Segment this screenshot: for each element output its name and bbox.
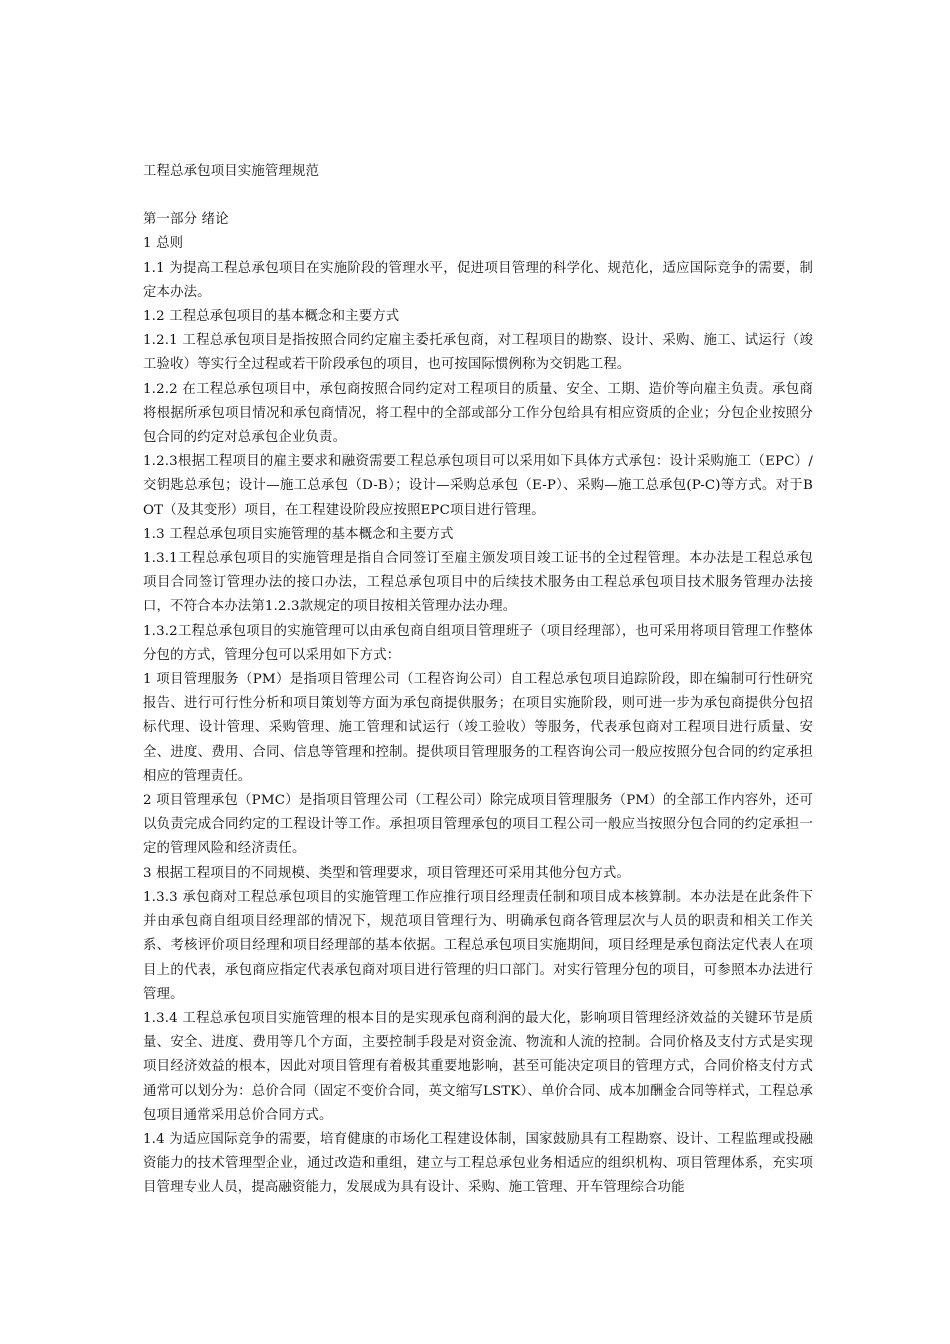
list-item-pm: 1 项目管理服务（PM）是指项目管理公司（工程咨询公司）自工程总承包项目追踪阶段，即在编制可行性研究报告、进行可行性分析和项目策划等方面为承包商提供服务；在项目实施阶段，则可进一步为承包商提供分包招标代理、设计管理、采购管理、施工管理和试运行（竣工验收）等服务，代表承包商对工程项目进行质量、安全、进度、费用、合同、信息等管理和控制。提供项目管理服务的工程咨询公司一般应按照分包合同的约定承担相应的管理责任。	[143, 672, 813, 784]
clause-1-2-2: 1.2.2 在工程总承包项目中，承包商按照合同约定对工程项目的质量、安全、工期、造价等向雇主负责。承包商将根据所承包项目情况和承包商情况，将工程中的全部或部分工作分包给具有相应资质的企业；分包企业按照分包合同的约定对总承包企业负责。	[143, 381, 813, 446]
clause-1-3-3: 1.3.3 承包商对工程总承包项目的实施管理工作应推行项目经理责任制和项目成本核算制。本办法是在此条件下并由承包商自组项目经理部的情况下，规范项目管理行为、明确承包商各管理层次与人员的职责和相关工作关系、考核评价项目经理和项目经理部的基本依据。工程总承包项目实施期间，项目经理是承包商法定代表人在项目上的代表，承包商应指定代表承包商对项目进行管理的归口部门。对实行管理分包的项目，可参照本办法进行管理。	[143, 889, 813, 1002]
clause-1-1: 1.1 为提高工程总承包项目在实施阶段的管理水平，促进项目管理的科学化、规范化，适应国际竞争的需要，制定本办法。	[143, 260, 813, 300]
clause-1-4: 1.4 为适应国际竞争的需要，培育健康的市场化工程建设体制，国家鼓励具有工程勘察、设计、工程监理或投融资能力的技术管理型企业，通过改造和重组，建立与工程总承包业务相适应的组织机构、项目管理体系，充实项目管理专业人员，提高融资能力，发展成为具有设计、采购、施工管理、开车管理综合功能	[143, 1131, 813, 1196]
clause-1-2-heading: 1.2 工程总承包项目的基本概念和主要方式	[143, 309, 400, 325]
clause-1-3-heading: 1.3 工程总承包项目实施管理的基本概念和主要方式	[143, 526, 454, 542]
list-item-pmc: 2 项目管理承包（PMC）是指项目管理公司（工程公司）除完成项目管理服务（PM）的全部工作内容外，还可以负责完成合同约定的工程设计等工作。承担项目管理承包的项目工程公司一般应当按照分包合同的约定承担一定的管理风险和经济责任。	[143, 793, 813, 857]
clause-1-2-1: 1.2.1 工程总承包项目是指按照合同约定雇主委托承包商，对工程项目的勘察、设计、采购、施工、试运行（竣工验收）等实行全过程或若干阶段承包的项目，也可按国际惯例称为交钥匙工程。	[143, 333, 813, 373]
clause-1-2-3: 1.2.3根据工程项目的雇主要求和融资需要工程总承包项目可以采用如下具体方式承包：设计采购施工（EPC）/交钥匙总承包；设计—施工总承包（D-B）；设计—采购总承包（E-P）、采购—施工总承包(P-C)等方式。对于BOT（及其变形）项目，在工程建设阶段应按照EPC项目进行管理。	[143, 454, 813, 518]
section-heading-general: 1 总则	[143, 236, 184, 252]
list-item-other: 3 根据工程项目的不同规模、类型和管理要求，项目管理还可采用其他分包方式。	[143, 865, 630, 881]
part-heading: 第一部分 绪论	[143, 212, 229, 228]
document-body	[143, 160, 813, 1201]
clause-1-3-1: 1.3.1工程总承包项目的实施管理是指自合同签订至雇主颁发项目竣工证书的全过程管理。本办法是工程总承包项目合同签订管理办法的接口办法，工程总承包项目中的后续技术服务由工程总承包项目技术服务管理办法接口，不符合本办法第1.2.3款规定的项目按相关管理办法办理。	[143, 551, 813, 615]
clause-1-3-2: 1.3.2工程总承包项目的实施管理可以由承包商自组项目管理班子（项目经理部），也可采用将项目管理工作整体分包的方式，管理分包可以采用如下方式：	[143, 623, 813, 663]
document-title: 工程总承包项目实施管理规范	[143, 164, 320, 179]
clause-1-3-4: 1.3.4 工程总承包项目实施管理的根本目的是实现承包商利润的最大化，影响项目管理经济效益的关键环节是质量、安全、进度、费用等几个方面，主要控制手段是对资金流、物流和人流的控制。合同价格及支付方式是实现项目经济效益的根本，因此对项目管理有着极其重要地影响，甚至可能决定项目的管理方式，合同价格支付方式通常可以划分为：总价合同（固定不变价合同，英文缩写LSTK）、单价合同、成本加酬金合同等样式，工程总承包项目通常采用总价合同方式。	[143, 1010, 813, 1123]
